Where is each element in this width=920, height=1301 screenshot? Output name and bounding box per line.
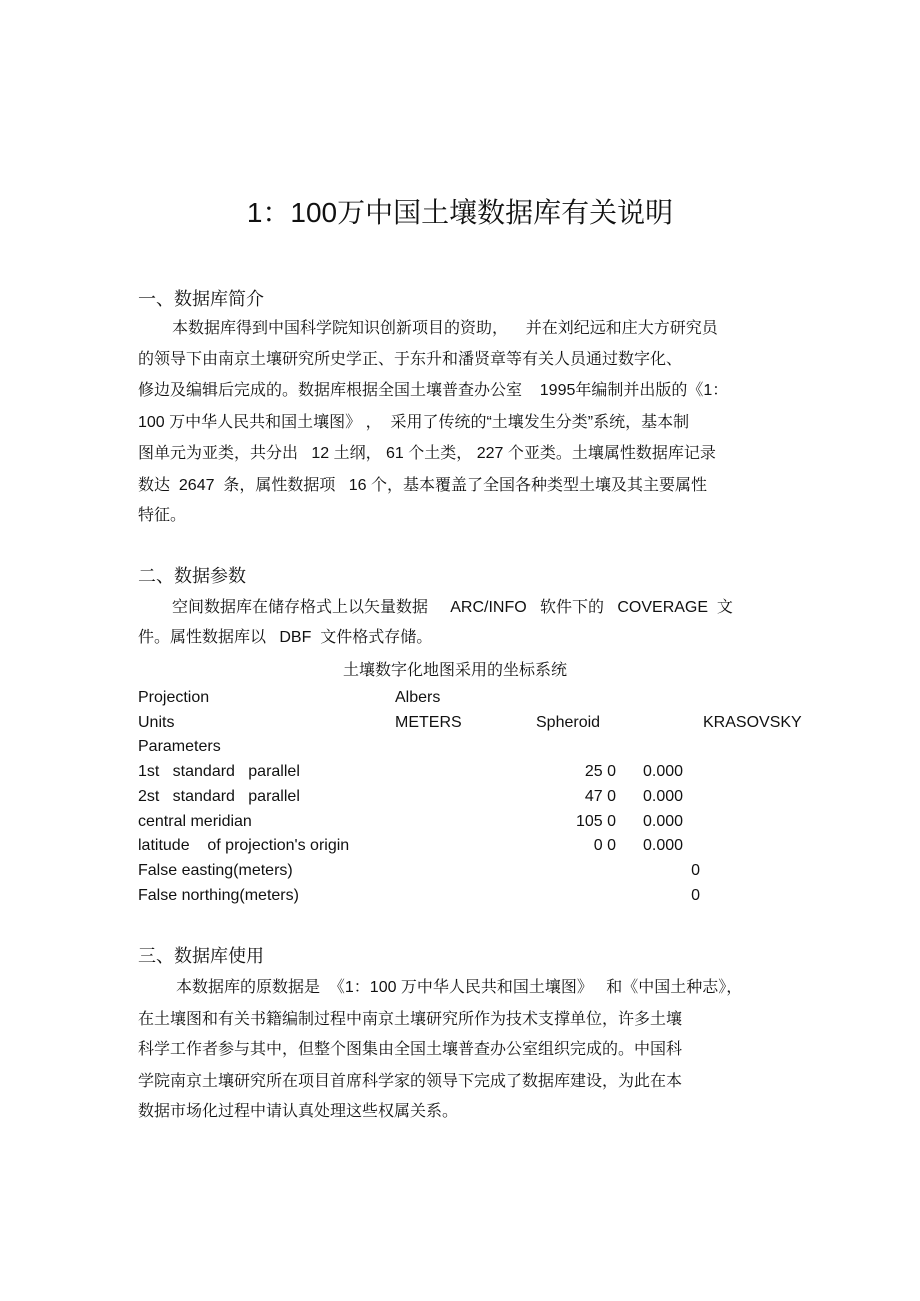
paragraph-line: 数据市场化过程中请认真处理这些权属关系。 bbox=[138, 1103, 459, 1120]
units-value: METERS bbox=[395, 714, 462, 731]
false-northing-value: 0 bbox=[691, 887, 700, 904]
paragraph-line: 学院南京土壤研究所在项目首席科学家的领导下完成了数据库建设，为此在本 bbox=[138, 1073, 683, 1090]
paragraph-line: 修边及编辑后完成的。数据库根据全国土壤普查办公室 1995年编制并出版的《1： bbox=[138, 382, 729, 399]
section-heading-usage: 三、数据库使用 bbox=[138, 946, 264, 966]
section-heading-intro: 一、数据库简介 bbox=[138, 289, 264, 309]
units-label: Units bbox=[138, 714, 175, 731]
paragraph-line: 科学工作者参与其中，但整个图集由全国土壤普查办公室组织完成的。中国科 bbox=[138, 1041, 683, 1058]
paragraph-line: 本数据库的原数据是 《1：100 万中华人民共和国土壤图》 和《中国土种志》， bbox=[176, 979, 743, 996]
projection-label: Projection bbox=[138, 689, 210, 706]
paragraph-line: 件。属性数据库以 DBF 文件格式存储。 bbox=[138, 629, 433, 646]
spheroid-value: KRASOVSKY bbox=[703, 714, 802, 731]
param-label: 2st standard parallel bbox=[138, 788, 300, 805]
paragraph-line: 的领导下由南京土壤研究所史学正、于东升和潘贤章等有关人员通过数字化、 bbox=[138, 351, 683, 368]
false-easting-label: False easting(meters) bbox=[138, 862, 293, 879]
param-minutes: 0.000 bbox=[643, 813, 684, 830]
param-label: central meridian bbox=[138, 813, 252, 830]
paragraph-line: 本数据库得到中国科学院知识创新项目的资助， 并在刘纪远和庄大方研究员 bbox=[172, 320, 718, 337]
param-degrees: 105 0 bbox=[575, 813, 616, 830]
param-minutes: 0.000 bbox=[643, 837, 684, 854]
param-minutes: 0.000 bbox=[643, 763, 684, 780]
param-degrees: 47 0 bbox=[584, 788, 616, 805]
paragraph-line: 特征。 bbox=[138, 507, 187, 524]
false-easting-value: 0 bbox=[691, 862, 700, 879]
parameters-label: Parameters bbox=[138, 738, 221, 755]
param-minutes: 0.000 bbox=[643, 788, 684, 805]
paragraph-line: 在土壤图和有关书籍编制过程中南京土壤研究所作为技术支撑单位，许多土壤 bbox=[138, 1011, 683, 1028]
table-caption: 土壤数字化地图采用的坐标系统 bbox=[342, 662, 567, 679]
spheroid-label: Spheroid bbox=[536, 714, 601, 731]
false-northing-label: False northing(meters) bbox=[138, 887, 299, 904]
paragraph-line: 100 万中华人民共和国土壤图》 ， 采用了传统的“土壤发生分类”系统，基本制 bbox=[138, 414, 690, 431]
param-label: latitude of projection's origin bbox=[138, 837, 350, 854]
paragraph-line: 图单元为亚类，共分出 12 土纲， 61 个土类， 227 个亚类。土壤属性数据库记录 bbox=[138, 445, 716, 462]
document-title: 1：100万中国土壤数据库有关说明 bbox=[246, 197, 674, 228]
projection-value: Albers bbox=[395, 689, 441, 706]
param-label: 1st standard parallel bbox=[138, 763, 300, 780]
section-heading-params: 二、数据参数 bbox=[138, 566, 246, 586]
paragraph-line: 空间数据库在储存格式上以矢量数据 ARC/INFO 软件下的 COVERAGE 文 bbox=[172, 599, 733, 616]
paragraph-line: 数达 2647 条，属性数据项 16 个，基本覆盖了全国各种类型土壤及其主要属性 bbox=[138, 477, 707, 494]
param-degrees: 0 0 bbox=[593, 837, 616, 854]
param-degrees: 25 0 bbox=[584, 763, 616, 780]
